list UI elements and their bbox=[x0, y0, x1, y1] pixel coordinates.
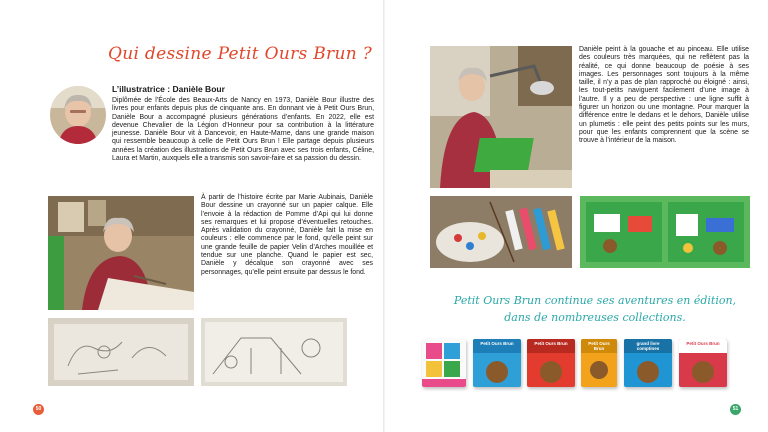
bear-icon bbox=[486, 361, 508, 383]
artist-painting-photo bbox=[430, 46, 572, 188]
book-title-3: Petit Ours Brun bbox=[534, 341, 568, 346]
page-title: Qui dessine Petit Ours Brun ? bbox=[108, 44, 373, 64]
bear-icon bbox=[692, 361, 714, 383]
bear-icon bbox=[637, 361, 659, 383]
page-number-left: 50 bbox=[33, 404, 44, 415]
illustration-page-photo bbox=[580, 196, 750, 268]
book-cover-5 bbox=[624, 339, 672, 387]
book-cover-4 bbox=[581, 339, 617, 387]
page-number-right: 51 bbox=[730, 404, 741, 415]
pencil-sketch-photo bbox=[201, 318, 347, 386]
tracing-sketch-photo bbox=[48, 318, 194, 386]
book-title-2: Petit Ours Brun bbox=[480, 341, 514, 346]
book-cover-3 bbox=[527, 339, 575, 387]
banner-line-2: dans de nombreuses collections. bbox=[504, 311, 686, 324]
bio-paragraph: Diplômée de l’École des Beaux-Arts de Nancy en 1973, Danièle Bour illustre des livres pour enfants depuis plus de cinquante ans. En donnant vie à Petit Ours Brun, Danièle Bour a accompagné plusieurs générations d’enfants. En 2022, elle est devenue Chevalier de la Légion d’Honneur pour sa contribution à la littérature jeunesse. Danièle Bour vit à Dancevoir, en Haute-Marne, dans une grande maison qui ressemble beaucoup à celle de Petit Ours Brun ! Elle partage depuis plusieurs années la création des illustrations de Petit Ours Brun avec ses trois enfants, Céline, Laura et Martin, auxquels elle a transmis son savoir-faire et sa passion du dessin. bbox=[112, 97, 374, 163]
book-cover-2 bbox=[473, 339, 521, 387]
paint-palette-photo bbox=[430, 196, 572, 268]
technique-paragraph: Danièle peint à la gouache et au pinceau. Elle utilise des couleurs très marquées, qui ne reflètent pas la réalité, ce qui donne beaucoup de poésie à ses images. Les personnages sont toujours à la même taille, il n’y a pas de plan rapproché ou éloigné : ainsi, les tout-petits naviguent facilement d’une image à l’autre. Il y a peu de perspective : une ligne suffit à figurer un horizon ou une montagne. Pour marquer la différence entre le dedans et le dehors, Danièle utilise un plumetis : elle peint des petits points sur les murs, pour que les enfants comprennent que la scène se trouve à l’intérieur de la maison. bbox=[579, 46, 749, 145]
bear-icon bbox=[540, 361, 562, 383]
book-title-6: Petit Ours Brun bbox=[686, 341, 720, 346]
illustrator-portrait bbox=[50, 86, 106, 144]
page-gutter bbox=[383, 0, 385, 432]
banner-line-1: Petit Ours Brun continue ses aventures en édition, bbox=[453, 294, 737, 307]
collections-banner bbox=[430, 292, 760, 326]
book-cover-6 bbox=[679, 339, 727, 387]
bear-icon bbox=[590, 361, 608, 379]
book-cover-1 bbox=[422, 339, 466, 387]
artist-drawing-photo bbox=[48, 196, 194, 310]
process-paragraph: À partir de l’histoire écrite par Marie Aubinais, Danièle Bour dessine un crayonné sur un papier calque. Elle l’envoie à la rédaction de Pomme d’Api qui lui donne ses remarques et lui propose d’éventuelles retouches. Après validation du crayonné, Danièle fait la mise en couleurs : elle commence par le fond, qu’elle peint sur une grande feuille de papier Velin d’Arches mouillée et tendue sur une planche. Quand le papier est sec, Danièle y décalque son crayonné avec ses personnages, qu’elle peint ensuite par dessus le fond. bbox=[201, 194, 373, 276]
book-title-5: grand livre comptines bbox=[636, 341, 660, 351]
book-title-4: Petit Ours Brun bbox=[588, 341, 610, 351]
section-subtitle: L’illustratrice : Danièle Bour bbox=[112, 84, 225, 94]
